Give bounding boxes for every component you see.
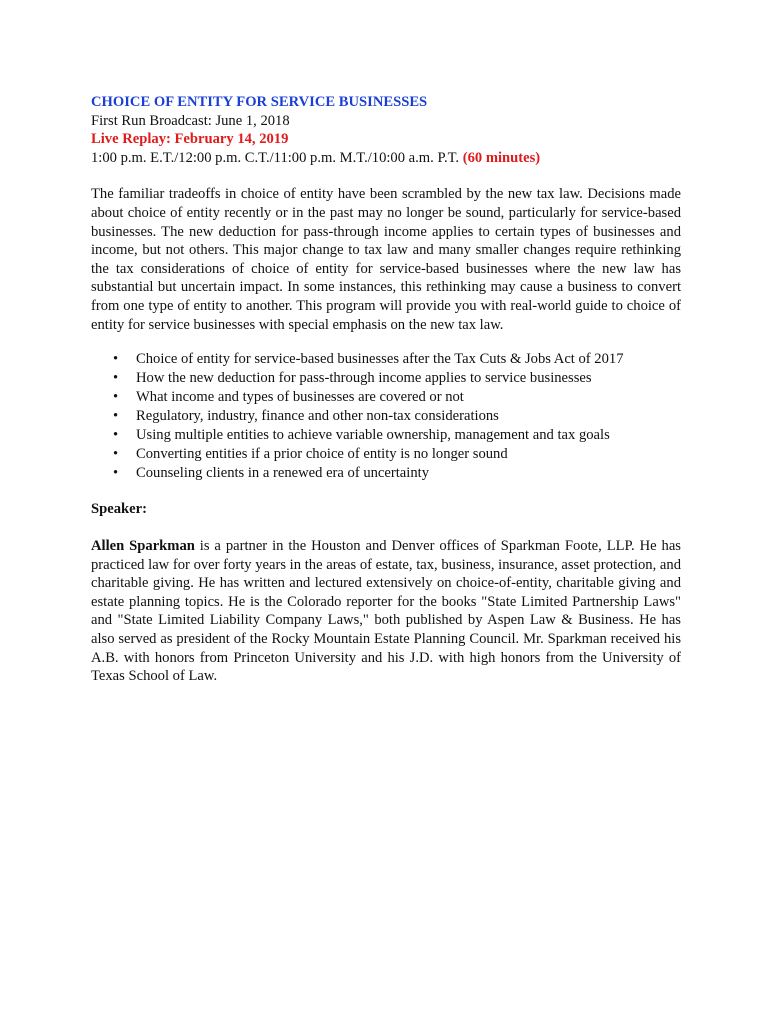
topic-item [91,426,681,445]
topic-item [91,445,681,464]
topic-item [91,407,681,426]
speaker-name: Allen Sparkman [91,538,195,555]
broadcast-times-line [91,149,681,168]
topic-text: What income and types of businesses are covered or not [136,388,464,405]
topic-item [91,350,681,369]
topic-text: Counseling clients in a renewed era of uncertainty [136,464,429,481]
bullet-icon: • [113,388,119,405]
first-run-date: First Run Broadcast: June 1, 2018 [91,112,290,129]
bullet-icon: • [113,370,119,387]
topic-text: Choice of entity for service-based businesses after the Tax Cuts & Jobs Act of 2017 [136,351,624,368]
bullet-icon: • [113,351,119,368]
topic-item [91,464,681,483]
topic-text: How the new deduction for pass-through income applies to service businesses [136,370,592,387]
document-page [91,93,681,686]
bullet-icon: • [113,407,119,424]
topics-list [91,350,681,482]
broadcast-times: 1:00 p.m. E.T./12:00 p.m. C.T./11:00 p.m. M.T./10:00 a.m. P.T. [91,149,460,166]
topic-item [91,388,681,407]
topic-text: Using multiple entities to achieve variable ownership, management and tax goals [136,426,610,443]
bullet-icon: • [113,445,119,462]
topic-text: Converting entities if a prior choice of entity is no longer sound [136,445,508,462]
bullet-icon: • [113,464,119,481]
topic-item [91,369,681,388]
topic-text: Regulatory, industry, finance and other non-tax considerations [136,407,499,424]
program-description: The familiar tradeoffs in choice of entity have been scrambled by the new tax law. Decisions made about choice of entity recently or in the past may no longer be sound, particularly for service-based businesses. The new deduction for pass-through income applies to certain types of businesses and income, but not others. This major change to tax law and many smaller changes require rethinking the tax considerations of choice of entity for service-based businesses where the new law has substantial but uncertain impact. In some instances, this rethinking may cause a business to convert from one type of entity to another. This program will provide you with real-world guide to choice of entity for service businesses with special emphasis on the new tax law. [91,186,681,333]
program-title: CHOICE OF ENTITY FOR SERVICE BUSINESSES [91,94,428,110]
speaker-bio-paragraph [91,537,681,686]
live-replay-date: Live Replay: February 14, 2019 [91,131,289,148]
speaker-bio: is a partner in the Houston and Denver offices of Sparkman Foote, LLP. He has practiced law for over forty years in the areas of estate, tax, business, insurance, asset protection, and charitable giving. He has written and lectured extensively on choice-of-entity, charitable giving and estate planning topics. He is the Colorado reporter for the books "State Limited Partnership Laws" and "State Limited Liability Company Laws," both published by Aspen Law & Business. He has also served as president of the Rocky Mountain Estate Planning Council. Mr. Sparkman received his A.B. with honors from Princeton University and his J.D. with high honors from the University of Texas School of Law. [91,538,681,685]
program-duration: (60 minutes) [462,149,541,166]
speaker-heading: Speaker: [91,501,147,518]
bullet-icon: • [113,426,119,443]
